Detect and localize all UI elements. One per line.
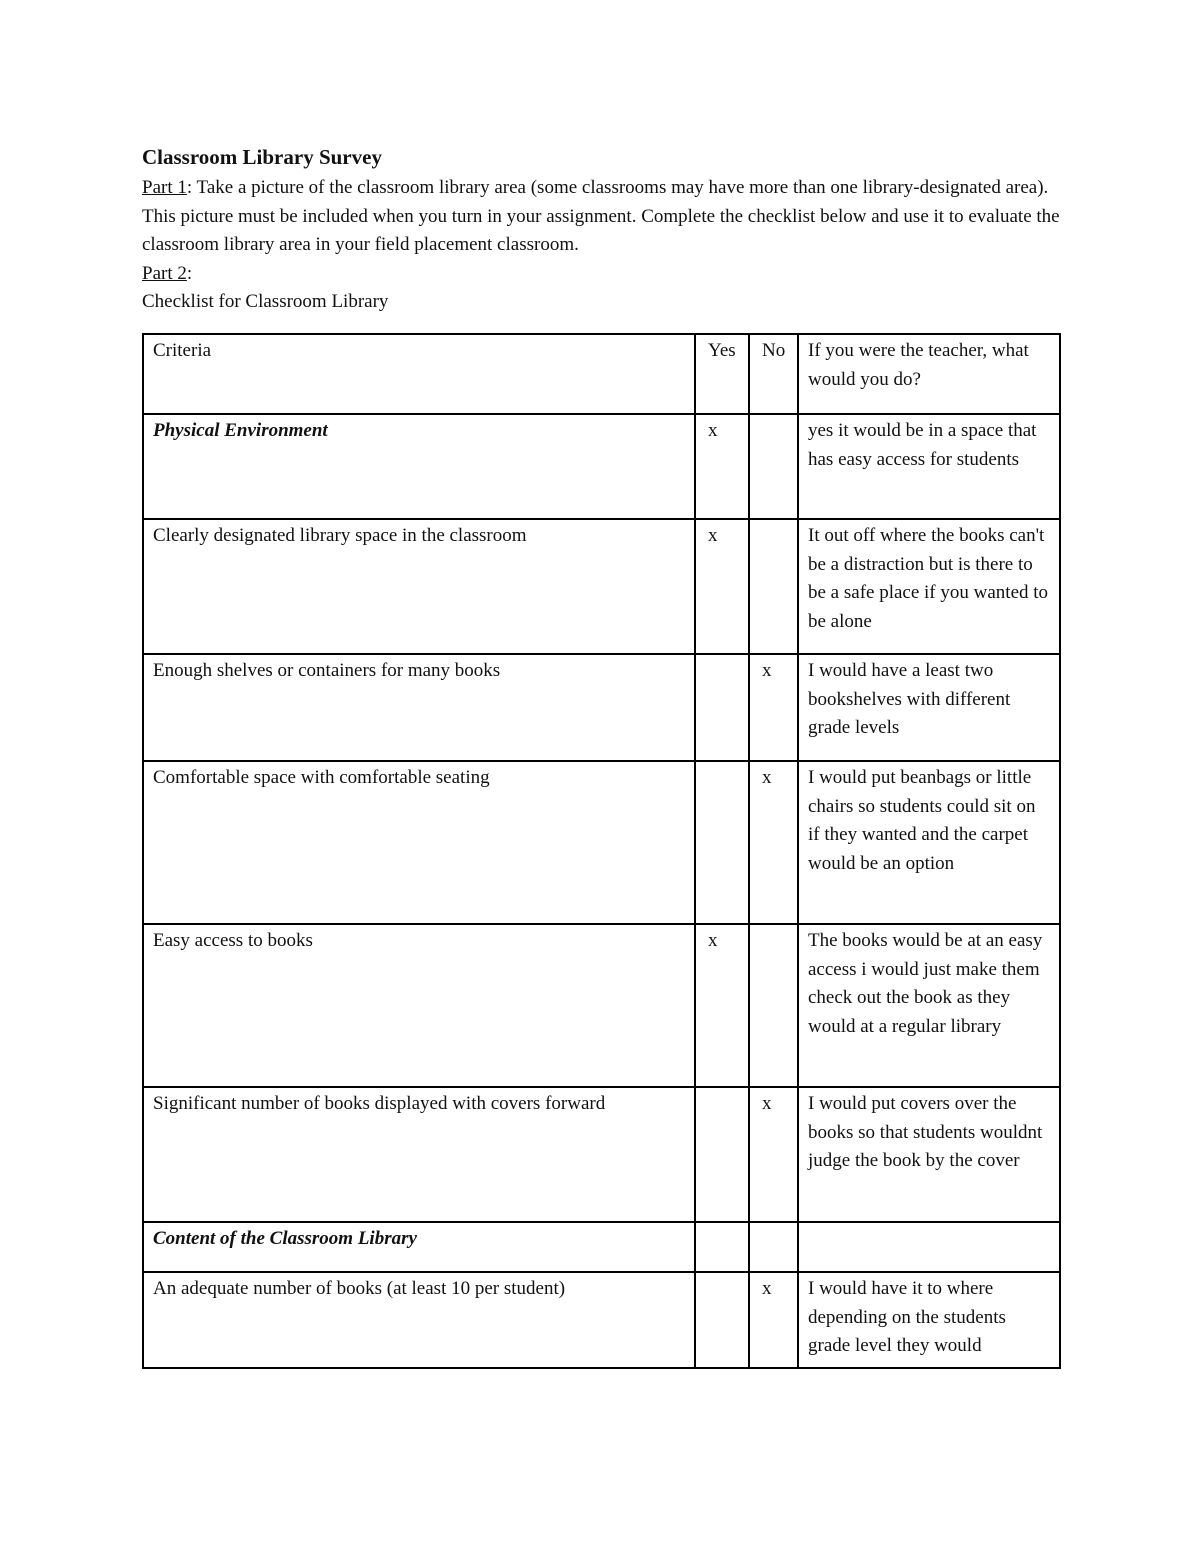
row-yes xyxy=(695,1087,749,1222)
header-teacher-response: If you were the teacher, what would you do? xyxy=(798,334,1060,414)
row-response: I would have it to where depending on the students grade level they would xyxy=(798,1272,1060,1368)
row-criteria: Easy access to books xyxy=(143,924,695,1087)
table-header-row xyxy=(143,334,1060,414)
row-no xyxy=(749,519,798,654)
row-yes: x xyxy=(695,924,749,1087)
row-no: x xyxy=(749,1087,798,1222)
row-no xyxy=(749,924,798,1087)
row-response: I would put covers over the books so that students wouldnt judge the book by the cover xyxy=(798,1087,1060,1222)
table-row xyxy=(143,924,1060,1087)
row-criteria: Clearly designated library space in the classroom xyxy=(143,519,695,654)
part-2-label: Part 2 xyxy=(142,262,187,284)
row-criteria: Significant number of books displayed with covers forward xyxy=(143,1087,695,1222)
row-yes: x xyxy=(695,519,749,654)
table-row xyxy=(143,519,1060,654)
row-yes xyxy=(695,761,749,924)
row-criteria: An adequate number of books (at least 10 per student) xyxy=(143,1272,695,1368)
part-2-line xyxy=(142,260,1062,289)
table-row xyxy=(143,761,1060,924)
row-yes xyxy=(695,654,749,761)
row-no xyxy=(749,1222,798,1272)
header-yes: Yes xyxy=(695,334,749,414)
header-criteria: Criteria xyxy=(143,334,695,414)
table-row xyxy=(143,1272,1060,1368)
row-response: It out off where the books can't be a distraction but is there to be a safe place if you wanted to be alone xyxy=(798,519,1060,654)
row-no: x xyxy=(749,761,798,924)
row-criteria: Enough shelves or containers for many books xyxy=(143,654,695,761)
part-2-suffix: : xyxy=(186,262,193,284)
part-1-text: : Take a picture of the classroom library area (some classrooms may have more than one library-designated area). This picture must be included when you turn in your assignment. Complete the checklist below and use it to evaluate the classroom library area in your field placement classroom. xyxy=(142,177,1060,255)
row-response: The books would be at an easy access i would just make them check out the book as they would at a regular library xyxy=(798,924,1060,1087)
checklist-heading: Checklist for Classroom Library xyxy=(142,291,389,312)
row-response: I would have a least two bookshelves with different grade levels xyxy=(798,654,1060,761)
row-criteria: Physical Environment xyxy=(143,414,695,519)
row-criteria: Comfortable space with comfortable seating xyxy=(143,761,695,924)
table-row xyxy=(143,1087,1060,1222)
row-criteria: Content of the Classroom Library xyxy=(143,1222,695,1272)
row-yes xyxy=(695,1272,749,1368)
row-no: x xyxy=(749,1272,798,1368)
row-response xyxy=(798,1222,1060,1272)
row-response: I would put beanbags or little chairs so students could sit on if they wanted and the carpet would be an option xyxy=(798,761,1060,924)
row-no xyxy=(749,414,798,519)
part-1-paragraph xyxy=(142,174,1062,260)
table-row xyxy=(143,654,1060,761)
table-row xyxy=(143,1222,1060,1272)
row-response: yes it would be in a space that has easy access for students xyxy=(798,414,1060,519)
row-no: x xyxy=(749,654,798,761)
table-row xyxy=(143,414,1060,519)
row-yes: x xyxy=(695,414,749,519)
part-1-label: Part 1 xyxy=(142,177,187,198)
checklist-table xyxy=(142,333,1061,1369)
header-no: No xyxy=(749,334,798,414)
row-yes xyxy=(695,1222,749,1272)
document-page xyxy=(142,140,1062,317)
document-title: Classroom Library Survey xyxy=(142,145,382,169)
